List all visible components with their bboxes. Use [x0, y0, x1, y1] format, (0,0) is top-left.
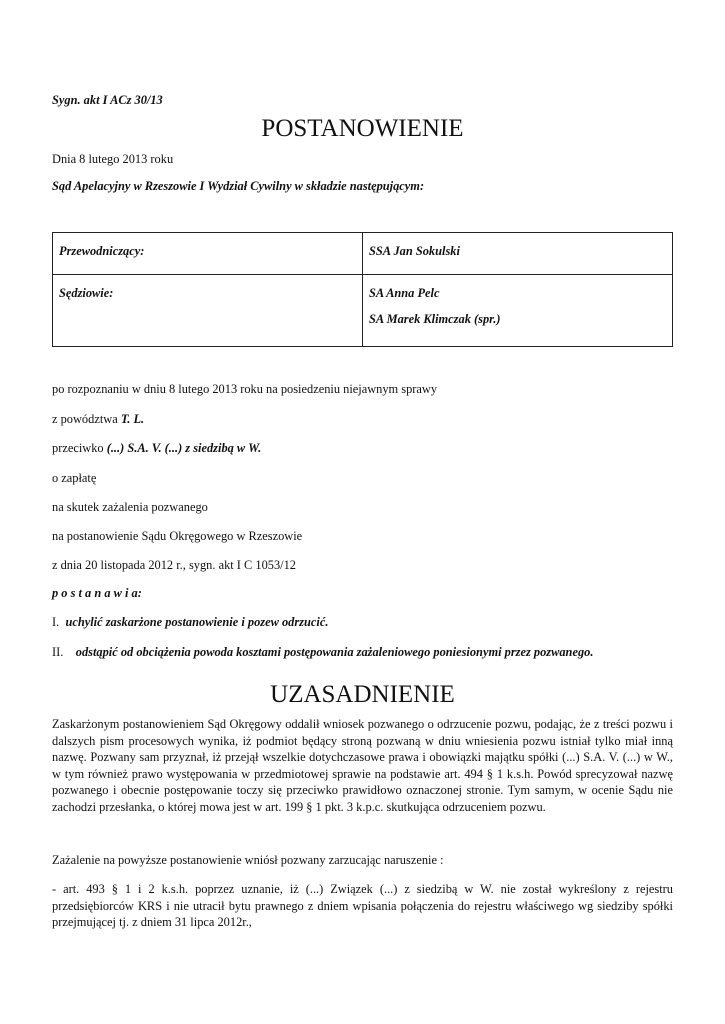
- decision-ref-line: na postanowienie Sądu Okręgowego w Rzeszowie: [52, 529, 303, 543]
- panel-table: [52, 232, 673, 347]
- subject-line: o zapłatę: [52, 471, 97, 485]
- judge-name: SA Anna Pelc: [369, 286, 440, 300]
- document-title: POSTANOWIENIE: [261, 115, 464, 142]
- table-row: [53, 275, 673, 347]
- judges-label: Sędziowie:: [53, 275, 363, 347]
- appeal-line: na skutek zażalenia pozwanego: [52, 500, 208, 514]
- justification-title: UZASADNIENIE: [270, 681, 455, 708]
- plaintiff-prefix: z powództwa: [52, 412, 121, 426]
- justification-paragraph-1: Zaskarżonym postanowieniem Sąd Okręgowy oddalił wniosek pozwanego o odrzucenie pozwu, podając, że z treści pozwu i dalszych pism procesowych wynika, iż podmiot będący stroną pozwaną w dniu wniesienia pozwu istniał tylko miał inną nazwę. Pozwany sam przyznał, iż przejął wszelkie dotychczasowe prawa i obowiązki majątku spółki (...) S.A. V. (...) w W., w tym również prawo występowania w przedmiotowej sprawie na podstawie art. 494 § 1 k.s.h. Powód sprecyzował nazwę pozwanego i obecnie postępowanie toczy się przeciwko prawidłowo oznaczonej stronie. Tym samym, w ocenie Sądu nie zachodzi przesłanka, o której mowa jest w art. 199 § 1 pkt. 3 k.p.c. skutkująca odrzuceniem pozwu.: [52, 717, 673, 814]
- defendant-prefix: przeciwko: [52, 441, 107, 455]
- ruling-heading: p o s t a n a w i a:: [52, 586, 142, 600]
- ruling-item-text: odstąpić od obciążenia powoda kosztami postępowania zażaleniowego poniesionymi przez pozwanego.: [75, 645, 594, 659]
- date-line: Dnia 8 lutego 2013 roku: [52, 152, 174, 166]
- justification-paragraph-3: - art. 493 § 1 i 2 k.s.h. poprzez uznanie, iż (...) Związek (...) z siedzibą w W. nie został wykreślony z rejestru przedsiębiorców KRS i nie utracił bytu prawnego z dniem wpisania połączenia do rejestru właściwego wg siedziby spółki przejmującej tj. z dniem 31 lipca 2012r.,: [52, 882, 673, 929]
- ruling-item-number: I.: [52, 615, 60, 629]
- ruling-item-number: II.: [52, 645, 64, 659]
- court-line: Sąd Apelacyjny w Rzeszowie I Wydział Cywilny w składzie następującym:: [52, 179, 425, 193]
- case-line-1: po rozpoznaniu w dniu 8 lutego 2013 roku na posiedzeniu niejawnym sprawy: [52, 382, 438, 396]
- judges-cell: [363, 275, 673, 347]
- case-number: Sygn. akt I ACz 30/13: [52, 93, 163, 107]
- table-row: [53, 233, 673, 275]
- presiding-name: SSA Jan Sokulski: [363, 233, 673, 275]
- plaintiff-name: T. L.: [120, 412, 145, 426]
- decision-date-line: z dnia 20 listopada 2012 r., sygn. akt I C 1053/12: [52, 558, 297, 572]
- defendant-name: (...) S.A. V. (...) z siedzibą w W.: [106, 441, 262, 455]
- ruling-item-1: [52, 615, 328, 630]
- justification-paragraph-2: Zażalenie na powyższe postanowienie wniósł pozwany zarzucając naruszenie :: [52, 853, 444, 867]
- judge-name: SA Marek Klimczak (spr.): [369, 312, 501, 326]
- ruling-item-text: uchylić zaskarżone postanowienie i pozew odrzucić.: [65, 615, 329, 629]
- defendant-line: [52, 441, 261, 456]
- ruling-item-2: [52, 644, 673, 661]
- presiding-label: Przewodniczący:: [53, 233, 363, 275]
- plaintiff-line: [52, 412, 144, 427]
